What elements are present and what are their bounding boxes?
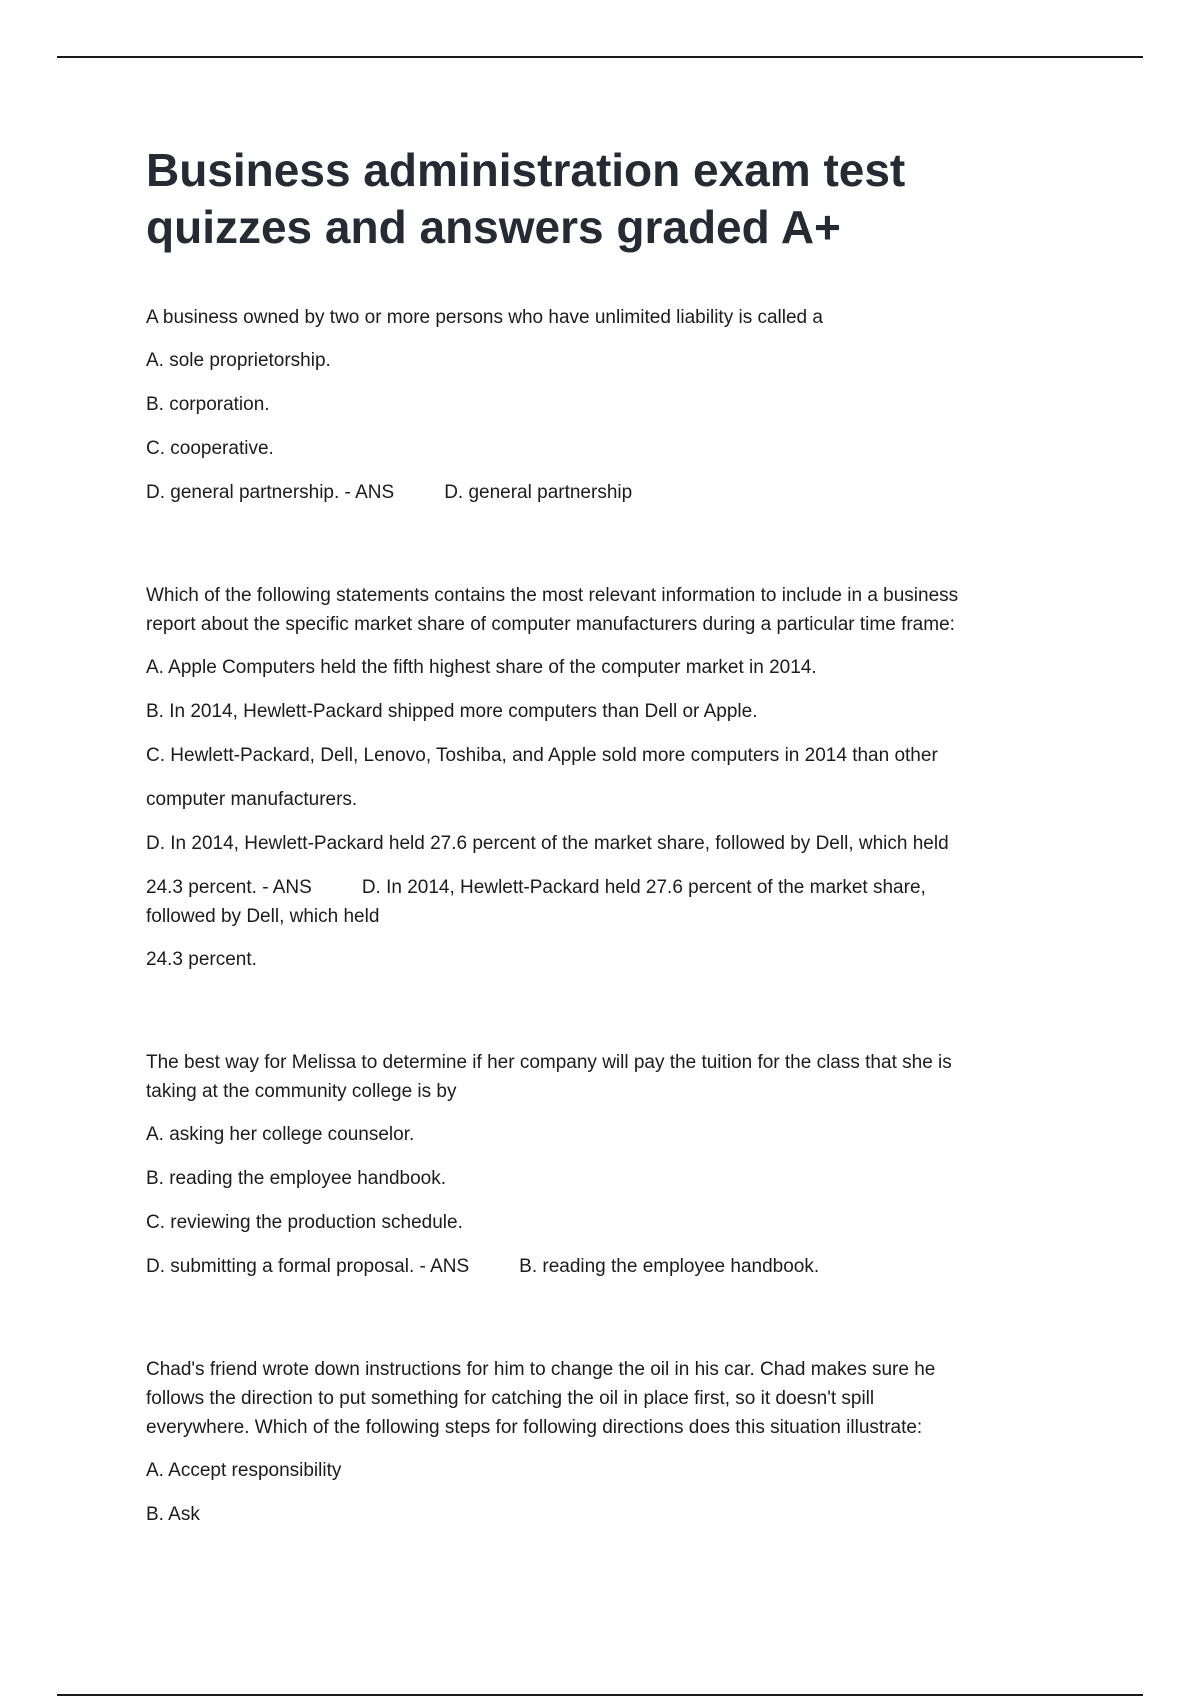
question-prompt: The best way for Melissa to determine if her company will pay the tuition for the class that she is taking at the community college is by (146, 1052, 952, 1102)
option-c: C. reviewing the production schedule. (146, 1212, 463, 1233)
option-a: A. Apple Computers held the fifth highest share of the computer market in 2014. (146, 657, 817, 678)
answer: D. general partnership (444, 482, 633, 503)
option-c: C. cooperative. (146, 438, 274, 459)
option-d: D. general partnership. - ANS (146, 482, 395, 503)
answer-tail: 24.3 percent. (146, 949, 257, 970)
option-b: B. In 2014, Hewlett-Packard shipped more computers than Dell or Apple. (146, 701, 758, 722)
option-d-with-answer (146, 873, 1046, 931)
question-1 (146, 303, 1046, 507)
option-c: C. Hewlett-Packard, Dell, Lenovo, Toshiba, and Apple sold more computers in 2014 than other (146, 745, 938, 766)
answer-continued: followed by Dell, which held (146, 906, 380, 927)
option-d-with-answer (146, 1252, 1046, 1281)
option-c-continued: computer manufacturers. (146, 789, 358, 810)
answer: B. reading the employee handbook. (519, 1256, 820, 1277)
question-3 (146, 1048, 1046, 1281)
bottom-rule (57, 1694, 1143, 1696)
option-a: A. sole proprietorship. (146, 350, 331, 371)
answer: D. In 2014, Hewlett-Packard held 27.6 percent of the market share, (361, 877, 926, 898)
document-body (146, 142, 1046, 1544)
question-prompt: Chad's friend wrote down instructions for him to change the oil in his car. Chad makes sure he follows the direction to put something for catching the oil in place first, so it doesn't spill everywhere. Which of the following steps for following directions does this situation illustrate: (146, 1359, 936, 1438)
question-4 (146, 1355, 1046, 1529)
option-d-continued: 24.3 percent. - ANS (146, 877, 312, 898)
document-title-line-2: quizzes and answers graded A+ (146, 201, 841, 253)
option-a: A. Accept responsibility (146, 1460, 342, 1481)
option-b: B. corporation. (146, 394, 270, 415)
question-prompt: Which of the following statements contains the most relevant information to include in a business report about the specific market share of computer manufacturers during a particular time frame: (146, 585, 959, 635)
question-prompt: A business owned by two or more persons who have unlimited liability is called a (146, 307, 823, 328)
option-d-with-answer (146, 478, 1046, 507)
option-d: D. In 2014, Hewlett-Packard held 27.6 percent of the market share, followed by Dell, which held (146, 833, 949, 854)
option-a: A. asking her college counselor. (146, 1124, 415, 1145)
option-d: D. submitting a formal proposal. - ANS (146, 1256, 470, 1277)
top-rule (57, 56, 1143, 58)
question-2 (146, 581, 1046, 974)
document-title (146, 142, 1046, 256)
option-b: B. Ask (146, 1504, 200, 1525)
option-b: B. reading the employee handbook. (146, 1168, 446, 1189)
document-title-line-1: Business administration exam test (146, 144, 906, 196)
